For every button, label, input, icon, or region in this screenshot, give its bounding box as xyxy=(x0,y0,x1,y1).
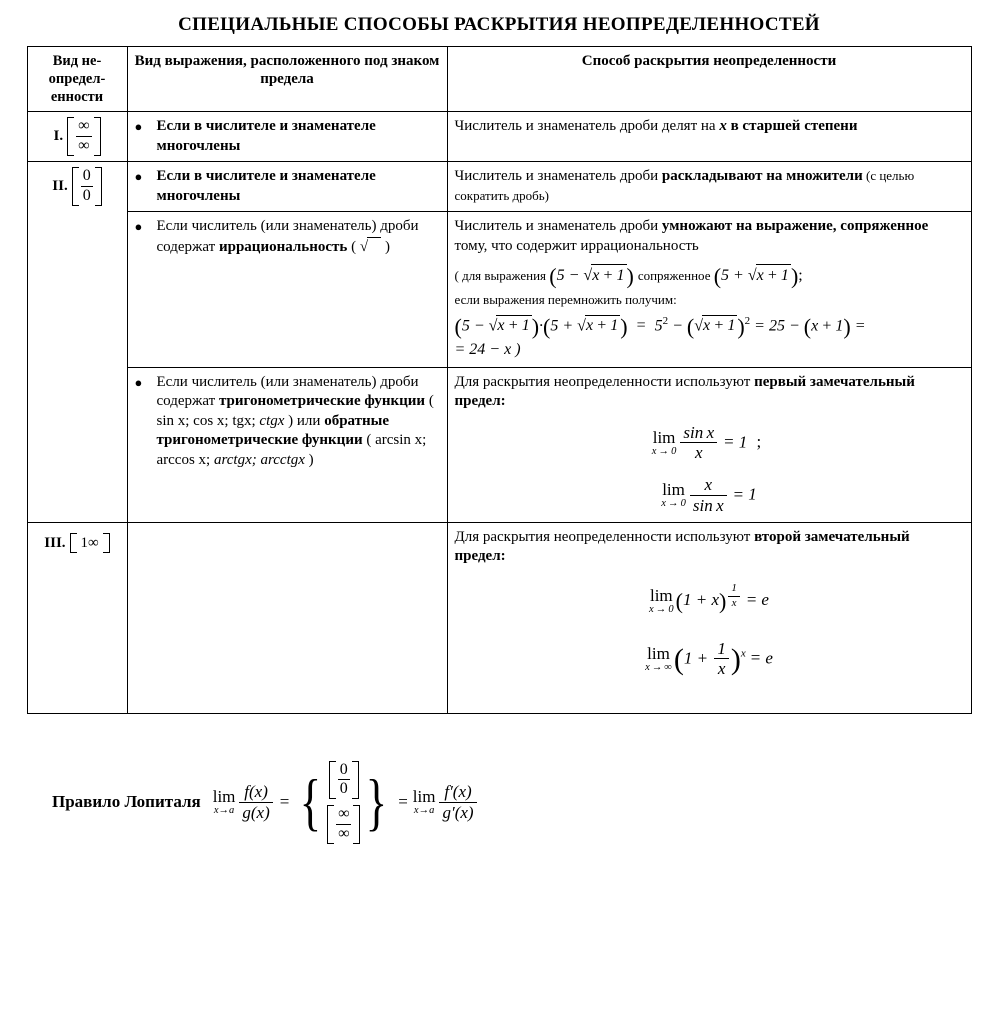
bracket-zero-over-zero: $\frac{0}{0}$ xyxy=(329,761,359,799)
method-cell-2c: Для раскрытия неопределенности используют первый замечательный предел: lim x → 0 $\frac{\text{sin x}}{x}$ = 1 ; lim x → 0 $\frac{x}{\text{sin x}}$ = 1 xyxy=(447,367,971,522)
roman-numeral-3: III. xyxy=(44,534,66,551)
type-cell-zero-over-zero xyxy=(27,162,127,523)
first-remarkable-limit-2: lim x → 0 $\frac{x}{\text{sin x}}$ = 1 xyxy=(661,475,757,516)
roman-numeral-1: I. xyxy=(53,128,64,145)
condition-cell-2c: ● Если числитель (или знаменатель) дроби содержат тригонометрические функции ( sin x; cos x; tgx; ctgx ) или обратные тригонометрические функции ( arcsin x; arccos x; arctgx; arcctgx ) xyxy=(127,367,447,522)
expression-5-plus-sqrt: (5 + √x + 1); xyxy=(713,263,803,289)
method-cell-3: Для раскрытия неопределенности используют второй замечательный предел: lim x → 0 (1 + x) $^{\frac{1}{x}}$ = e lim x → ∞ (1 + $\frac{1}{x}$ )$^x$ = e xyxy=(447,522,971,713)
condition-cell-2a: ● Если в числителе и знаменателе многочлены xyxy=(127,162,447,212)
bracket-infinity-over-infinity: ∞ ∞ xyxy=(327,805,360,843)
method-cell-1: Числитель и знаменатель дроби делят на x в старшей степени xyxy=(447,112,971,162)
limit-operator: lim x→a xyxy=(212,786,236,816)
method-cell-2b: Числитель и знаменатель дроби умножают на выражение, сопряженное тому, что содержит иррациональность ( для выражения (5 − √x + 1) сопряженное (5 + √x + 1); если выражения перемножить получим: $(5 - √x + 1)\cdot(5 + √x + 1) = 5^2 - (√x + 1)^2 = 25 - (x + 1)$ = = 24 − x ) xyxy=(447,212,971,367)
bullet-icon: ● xyxy=(134,119,143,135)
method-cell-2a: Числитель и знаменатель дроби раскладывают на множители (с целью сократить дробь) xyxy=(447,162,971,212)
left-brace-icon: { xyxy=(299,766,322,838)
condition-cell-2b: ● Если числитель (или знаменатель) дроби содержат иррациональность ( √ ) xyxy=(127,212,447,367)
first-remarkable-limit-1: lim x → 0 $\frac{\text{sin x}}{x}$ = 1 ; xyxy=(651,422,762,463)
header-cell-method: Способ раскрытия неопределенности xyxy=(447,47,971,112)
conjugate-example-note: ( для выражения (5 − √x + 1) сопряженное (5 + √x + 1); если выражения перемножить получим: xyxy=(454,263,803,307)
roman-numeral-2: II. xyxy=(52,178,68,195)
bracket-indeterminate-form: $\frac{0}{0}$ xyxy=(72,167,102,206)
second-remarkable-limit-1: lim x → 0 (1 + x) $^{\frac{1}{x}}$ = e xyxy=(649,581,769,615)
methods-table xyxy=(27,46,972,714)
conjugate-product-result: = 24 − x ) xyxy=(454,341,521,359)
lhopital-rule: Правило Лопиталя lim x→a $\frac{f(x)}{g(x)}$ = { $\frac{0}{0}$ ∞ ∞ } = lim x→a $\frac{f'(x)}{g'(x)}$ xyxy=(0,758,998,847)
indeterminate-cases xyxy=(327,758,360,847)
expression-5-minus-sqrt: (5 − √x + 1) xyxy=(549,263,634,289)
page-title: СПЕЦИАЛЬНЫЕ СПОСОБЫ РАСКРЫТИЯ НЕОПРЕДЕЛЕННОСТЕЙ xyxy=(178,14,820,35)
table-row xyxy=(27,162,971,212)
condition-cell-3 xyxy=(127,522,447,713)
table-row xyxy=(27,522,971,713)
table-row xyxy=(27,367,971,522)
header-cell-type: Вид не- определ- енности xyxy=(27,47,127,112)
table-row xyxy=(27,212,971,367)
type-cell-one-to-infinity xyxy=(27,522,127,713)
result-limit-operator: lim x→a xyxy=(412,786,436,816)
fraction-f-over-g: $\frac{f(x)}{g(x)}$ xyxy=(239,783,272,822)
fraction-fprime-over-gprime: $\frac{f'(x)}{g'(x)}$ xyxy=(439,783,476,822)
type-cell-infinity-over-infinity xyxy=(27,112,127,162)
second-remarkable-limit-2: lim x → ∞ (1 + $\frac{1}{x}$ )$^x$ = e xyxy=(645,638,773,679)
lhopital-rule-label: Правило Лопиталя xyxy=(52,792,201,812)
bracket-indeterminate-form: 1∞ xyxy=(70,533,110,553)
bullet-icon: ● xyxy=(134,169,143,185)
bullet-icon: ● xyxy=(134,374,143,390)
bracket-indeterminate-form: ∞ ∞ xyxy=(67,117,100,156)
conjugate-product-formula: $(5 - √x + 1)\cdot(5 + √x + 1) = 5^2 - (√x + 1)^2 = 25 - (x + 1)$ = xyxy=(454,313,866,339)
table-row xyxy=(27,112,971,162)
irrationality-radical-note: ( √ ) xyxy=(347,239,390,255)
bullet-icon: ● xyxy=(134,219,143,235)
right-brace-icon: } xyxy=(366,766,388,838)
table-header-row xyxy=(27,47,971,112)
condition-cell-1: ● Если в числителе и знаменателе многочлены xyxy=(127,112,447,162)
header-cell-expression: Вид выражения, расположенного под знаком предела xyxy=(127,47,447,112)
